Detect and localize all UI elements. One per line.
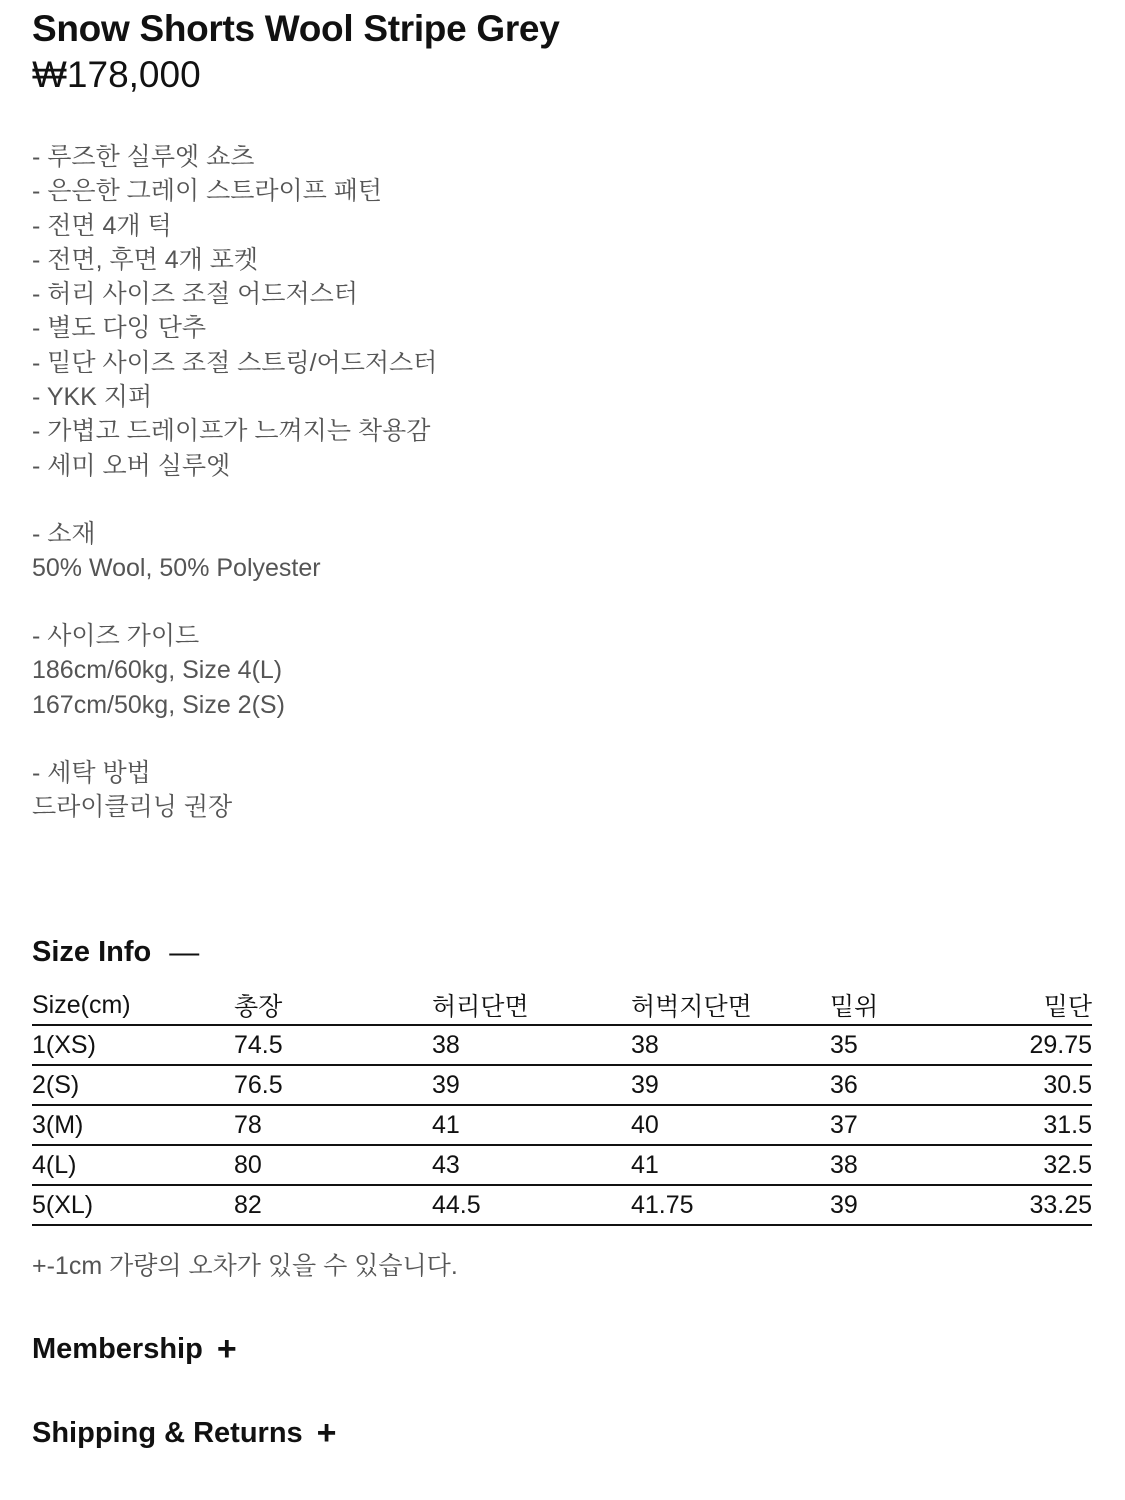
table-cell: 2(S)	[32, 1065, 234, 1105]
size-table	[32, 986, 1092, 1226]
table-cell: 31.5	[980, 1105, 1092, 1145]
product-title: Snow Shorts Wool Stripe Grey	[32, 8, 560, 49]
feature-item: - 가볍고 드레이프가 느껴지는 착용감	[32, 417, 431, 446]
shipping-returns-accordion[interactable]	[32, 1416, 337, 1450]
feature-item: - 전면, 후면 4개 포켓	[32, 245, 259, 274]
table-cell: 30.5	[980, 1065, 1092, 1105]
column-header: 허리단면	[432, 986, 631, 1025]
table-cell: 40	[631, 1105, 830, 1145]
table-cell: 41	[631, 1145, 830, 1185]
table-cell: 43	[432, 1145, 631, 1185]
table-cell: 33.25	[980, 1185, 1092, 1225]
plus-icon: +	[316, 1414, 337, 1452]
column-header: 밑단	[980, 986, 1092, 1025]
table-cell: 1(XS)	[32, 1025, 234, 1065]
size-guide-section	[32, 619, 285, 722]
column-header: 밑위	[830, 986, 980, 1025]
table-cell: 5(XL)	[32, 1185, 234, 1225]
plus-icon: +	[216, 1330, 237, 1368]
washing-heading: - 세탁 방법	[32, 759, 151, 787]
size-table-header	[32, 986, 1092, 1025]
table-cell: 41	[432, 1105, 631, 1145]
table-row	[32, 1025, 1092, 1065]
collapse-icon: —	[169, 935, 200, 969]
material-value: 50% Wool, 50% Polyester	[32, 554, 321, 583]
shipping-returns-label: Shipping & Returns	[32, 1416, 303, 1449]
table-cell: 36	[830, 1065, 980, 1105]
table-row	[32, 1185, 1092, 1225]
membership-label: Membership	[32, 1332, 203, 1365]
table-cell: 4(L)	[32, 1145, 234, 1185]
size-tolerance-note: +-1cm 가량의 오차가 있을 수 있습니다.	[32, 1252, 458, 1280]
table-cell: 38	[830, 1145, 980, 1185]
table-cell: 3(M)	[32, 1105, 234, 1145]
size-guide-line: 167cm/50kg, Size 2(S)	[32, 690, 285, 719]
table-cell: 74.5	[234, 1025, 432, 1065]
table-cell: 29.75	[980, 1025, 1092, 1065]
table-cell: 39	[830, 1185, 980, 1225]
feature-item: - 별도 다잉 단추	[32, 314, 207, 343]
washing-value: 드라이클리닝 권장	[32, 793, 233, 822]
size-guide-line: 186cm/60kg, Size 4(L)	[32, 656, 283, 685]
feature-list	[32, 140, 437, 483]
table-row	[32, 1145, 1092, 1185]
washing-section	[32, 756, 232, 825]
feature-item: - 은은한 그레이 스트라이프 패턴	[32, 177, 383, 206]
feature-item: - 루즈한 실루엣 쇼츠	[32, 143, 255, 171]
column-header: 허벅지단면	[631, 986, 830, 1025]
table-cell: 39	[432, 1065, 631, 1105]
table-cell: 44.5	[432, 1185, 631, 1225]
feature-item: - 허리 사이즈 조절 어드저스터	[32, 280, 358, 309]
table-row	[32, 1105, 1092, 1145]
feature-item: - 밑단 사이즈 조절 스트링/어드저스터	[32, 348, 438, 377]
table-cell: 32.5	[980, 1145, 1092, 1185]
table-cell: 80	[234, 1145, 432, 1185]
material-heading: - 소재	[32, 520, 96, 548]
table-cell: 41.75	[631, 1185, 830, 1225]
table-cell: 37	[830, 1105, 980, 1145]
material-section	[32, 517, 321, 586]
column-header: Size(cm)	[32, 986, 234, 1025]
table-row	[32, 1065, 1092, 1105]
column-header: 총장	[234, 986, 432, 1025]
feature-item: - 세미 오버 실루엣	[32, 451, 231, 480]
table-cell: 38	[432, 1025, 631, 1065]
table-cell: 38	[631, 1025, 830, 1065]
membership-accordion[interactable]	[32, 1332, 237, 1366]
table-cell: 39	[631, 1065, 830, 1105]
size-guide-heading: - 사이즈 가이드	[32, 622, 200, 650]
size-info-heading: Size Info	[32, 936, 152, 968]
table-cell: 78	[234, 1105, 432, 1145]
feature-item: - 전면 4개 턱	[32, 211, 172, 240]
table-cell: 76.5	[234, 1065, 432, 1105]
feature-item: - YKK 지퍼	[32, 383, 153, 412]
size-info-toggle[interactable]	[32, 936, 199, 969]
product-price: ₩178,000	[32, 54, 201, 95]
table-cell: 82	[234, 1185, 432, 1225]
table-cell: 35	[830, 1025, 980, 1065]
